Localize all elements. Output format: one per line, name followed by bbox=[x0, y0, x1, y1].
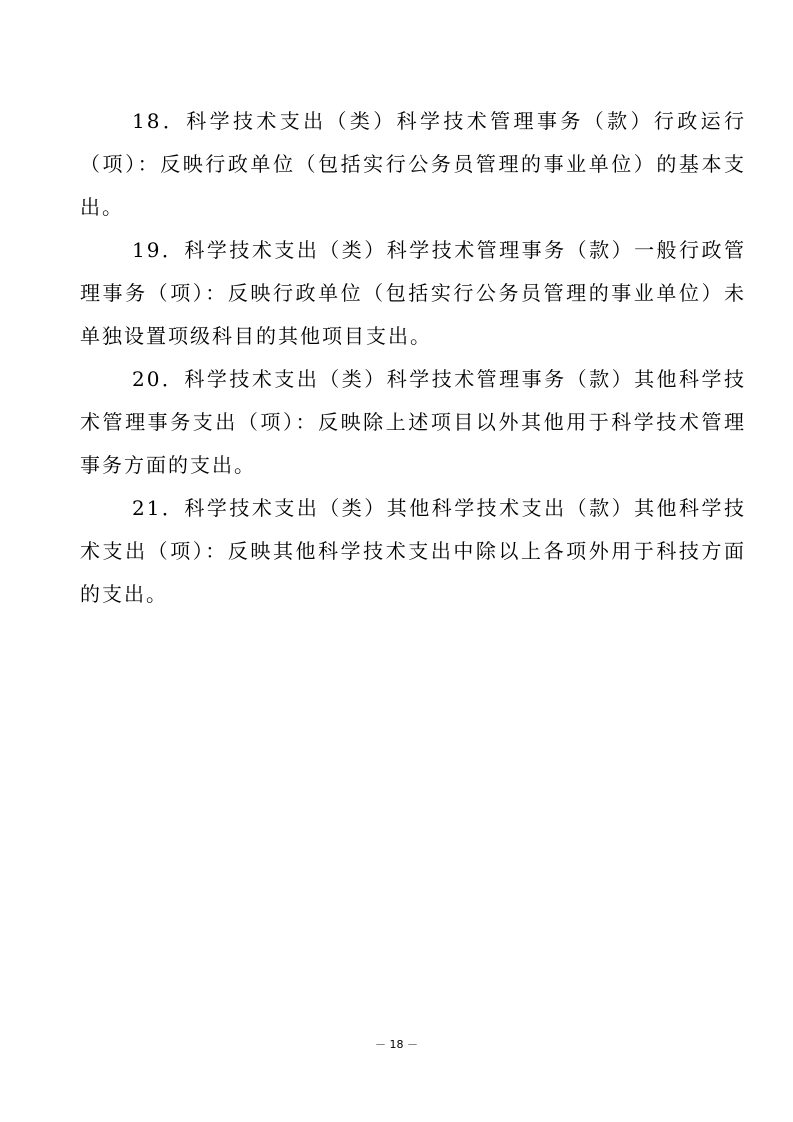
page-number: － 18 － bbox=[375, 1038, 418, 1051]
paragraph-item-18: 18．科学技术支出（类）科学技术管理事务（款）行政运行（项）：反映行政单位（包括实行公务员管理的事业单位）的基本支出。 bbox=[80, 109, 746, 219]
paragraph-item-21: 21．科学技术支出（类）其他科学技术支出（款）其他科学技术支出（项）：反映其他科学技术支出中除以上各项外用于科技方面的支出。 bbox=[80, 496, 746, 606]
document-body bbox=[80, 100, 746, 616]
paragraph-item-20: 20．科学技术支出（类）科学技术管理事务（款）其他科学技术管理事务支出（项）：反映除上述项目以外其他用于科学技术管理事务方面的支出。 bbox=[80, 367, 746, 477]
paragraph-item-19: 19．科学技术支出（类）科学技术管理事务（款）一般行政管理事务（项）：反映行政单位（包括实行公务员管理的事业单位）未单独设置项级科目的其他项目支出。 bbox=[80, 238, 746, 348]
